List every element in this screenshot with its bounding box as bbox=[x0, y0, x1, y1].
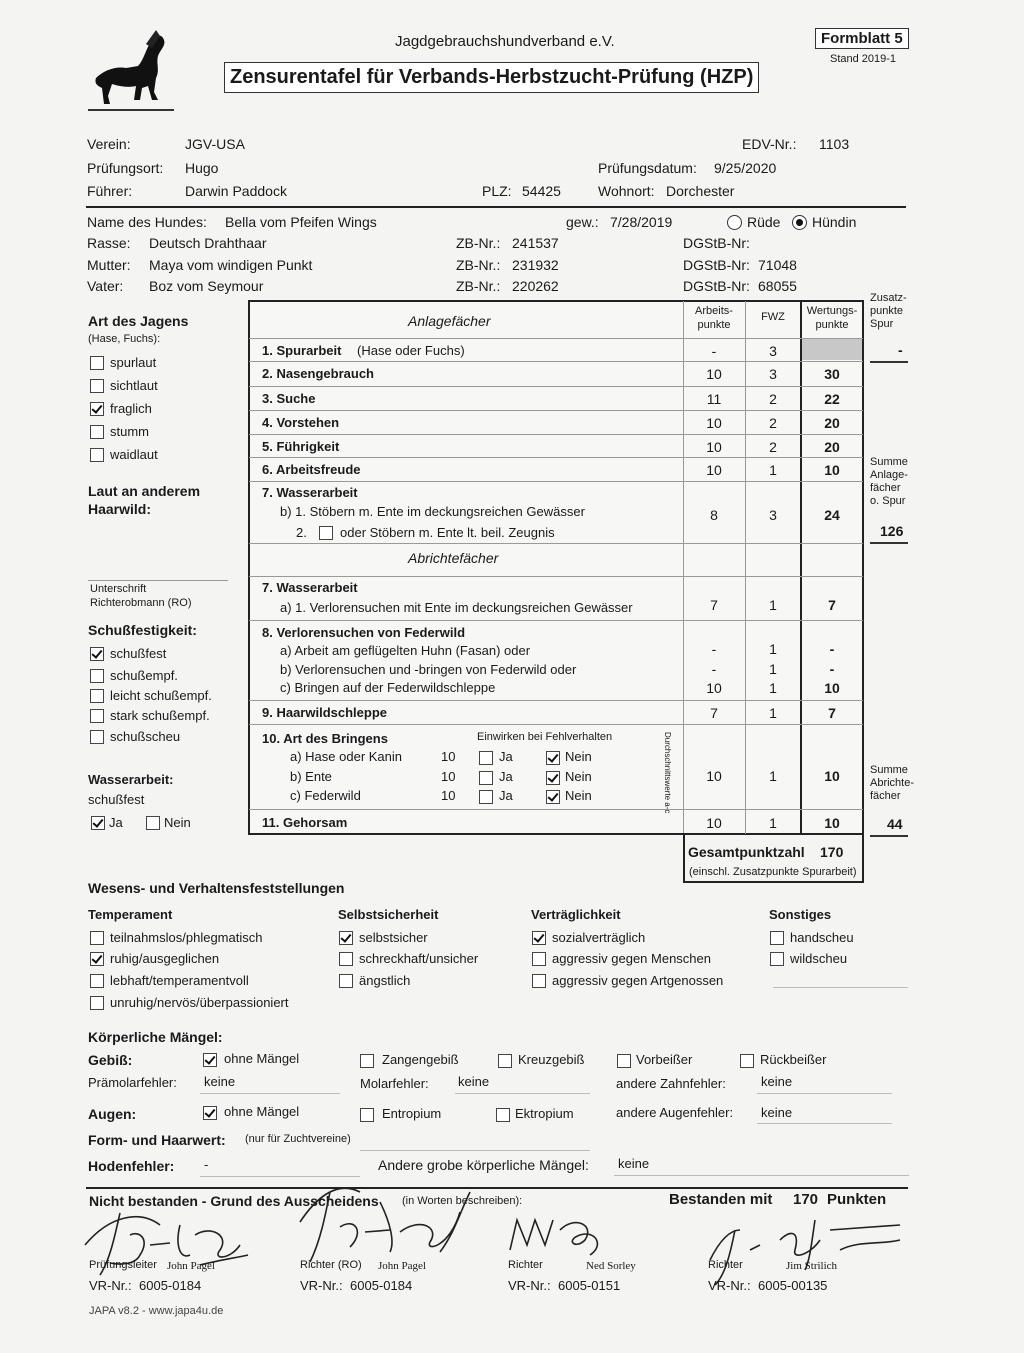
vater-zb: 220262 bbox=[512, 278, 559, 294]
a7-ap: 7 bbox=[710, 597, 718, 613]
augen-andere-value: keine bbox=[761, 1105, 793, 1120]
h-wp-1: Wertungs- bbox=[806, 305, 858, 317]
r10-nein-checkbox-2[interactable] bbox=[546, 790, 560, 804]
verein-label: Verein: bbox=[87, 136, 131, 152]
andere-label: Andere grobe körperliche Mängel: bbox=[378, 1157, 589, 1173]
r10-ap: 10 bbox=[706, 768, 722, 784]
r7-b2: oder Stöbern m. Ente lt. beil. Zeugnis bbox=[340, 525, 555, 540]
schuss-checkbox-4[interactable] bbox=[90, 730, 104, 744]
judge-vr-2: 6005-0151 bbox=[558, 1278, 621, 1293]
sonst-checkbox-1[interactable] bbox=[770, 952, 784, 966]
bestanden-label: Bestanden mit bbox=[669, 1191, 773, 1208]
art-checkbox-0[interactable] bbox=[90, 356, 104, 370]
h-wp-2: punkte bbox=[815, 319, 849, 331]
r11-name: 11. Gehorsam bbox=[262, 815, 348, 830]
unterschrift-2: Richterobmann (RO) bbox=[90, 597, 192, 609]
molar-value: keine bbox=[458, 1074, 490, 1089]
r9-wp: 7 bbox=[828, 705, 836, 721]
augen-andere-label: andere Augenfehler: bbox=[616, 1105, 734, 1120]
r7-b2-num: 2. bbox=[296, 525, 307, 540]
r10-nein-label-1: Nein bbox=[565, 769, 592, 784]
r8-a: a) Arbeit am geflügelten Huhn (Fasan) oder bbox=[280, 643, 531, 658]
vert-title: Verträglichkeit bbox=[531, 907, 621, 922]
selbst-checkbox-1[interactable] bbox=[339, 952, 353, 966]
gew-value: 7/28/2019 bbox=[610, 214, 673, 230]
zahn-value: keine bbox=[761, 1074, 793, 1089]
art-label-1: sichtlaut bbox=[110, 378, 158, 393]
gew-label: gew.: bbox=[566, 214, 599, 230]
kreuz-label: Kreuzgebiß bbox=[518, 1052, 585, 1067]
r7-wp: 24 bbox=[824, 507, 840, 523]
gebiss-label: Gebiß: bbox=[88, 1052, 133, 1068]
r8-b-fwz: 1 bbox=[769, 661, 777, 677]
judge-name-0: John Pagel bbox=[167, 1260, 215, 1272]
r7-b2-checkbox[interactable] bbox=[319, 526, 333, 540]
schuss-label-2: leicht schußempf. bbox=[110, 688, 212, 703]
r10-nein-label-2: Nein bbox=[565, 788, 592, 803]
selbst-checkbox-2[interactable] bbox=[339, 974, 353, 988]
r7-ap: 8 bbox=[710, 507, 718, 523]
judge-vr-label-1: VR-Nr.: bbox=[300, 1278, 343, 1293]
a7-fwz: 1 bbox=[769, 597, 777, 613]
zangen-checkbox[interactable] bbox=[360, 1054, 374, 1068]
row-divider bbox=[249, 410, 863, 411]
temp-label-0: teilnahmslos/phlegmatisch bbox=[110, 930, 263, 945]
row-divider bbox=[249, 361, 863, 362]
r10-nein-checkbox-0[interactable] bbox=[546, 751, 560, 765]
laut-title-1: Laut an anderem bbox=[88, 483, 201, 499]
dog-logo bbox=[86, 26, 176, 114]
signature-2 bbox=[280, 1172, 480, 1272]
mutter-value: Maya vom windigen Punkt bbox=[149, 257, 313, 273]
koerper-title: Körperliche Mängel: bbox=[88, 1029, 223, 1045]
dgstb-label: DGStB-Nr: bbox=[683, 235, 750, 251]
dog-name-label: Name des Hundes: bbox=[87, 214, 207, 230]
judge-vr-label-0: VR-Nr.: bbox=[89, 1278, 132, 1293]
mutter-zb: 231932 bbox=[512, 257, 559, 273]
row-wp-4: 20 bbox=[824, 439, 840, 455]
vorbeisser-label: Vorbeißer bbox=[636, 1052, 693, 1067]
r10-ja-checkbox-2[interactable] bbox=[479, 790, 493, 804]
r10-ja-label-0: Ja bbox=[499, 749, 513, 764]
row-fwz-3: 2 bbox=[769, 415, 777, 431]
vater-dgstb-label: DGStB-Nr: bbox=[683, 278, 750, 294]
page-title: Zensurentafel für Verbands-Herbstzucht-Prüfung (HZP) bbox=[224, 62, 759, 93]
selbst-label-2: ängstlich bbox=[359, 973, 411, 988]
temp-label-3: unruhig/nervös/überpassioniert bbox=[110, 995, 289, 1010]
r7-name: 7. Wasserarbeit bbox=[262, 485, 358, 500]
row-fwz-5: 1 bbox=[769, 462, 777, 478]
hoden-label: Hodenfehler: bbox=[88, 1158, 175, 1174]
sonst-label-1: wildscheu bbox=[790, 951, 848, 966]
r10-ja-label-2: Ja bbox=[499, 788, 513, 803]
r11-ap: 10 bbox=[706, 815, 722, 831]
judge-name-2: Ned Sorley bbox=[586, 1260, 636, 1272]
edv-label: EDV-Nr.: bbox=[742, 136, 797, 152]
r8-b-wp: - bbox=[829, 661, 835, 677]
selbst-label-1: schreckhaft/unsicher bbox=[359, 951, 479, 966]
row-fwz-4: 2 bbox=[769, 439, 777, 455]
vater-dgstb: 68055 bbox=[758, 278, 797, 294]
row-name-4: 5. Führigkeit bbox=[262, 439, 340, 454]
wasser-nein-label: Nein bbox=[164, 815, 191, 830]
vert-label-2: aggressiv gegen Artgenossen bbox=[552, 973, 724, 988]
row-ap-1: 10 bbox=[706, 366, 722, 382]
judge-vr-label-3: VR-Nr.: bbox=[708, 1278, 751, 1293]
row-name-1: 2. Nasengebrauch bbox=[262, 366, 374, 381]
r10-item-label-2: c) Federwild bbox=[290, 788, 361, 803]
a7-name: 7. Wasserarbeit bbox=[262, 580, 358, 595]
vert-label-0: sozialverträglich bbox=[552, 930, 646, 945]
unterschrift-1: Unterschrift bbox=[90, 583, 147, 595]
ruede-radio[interactable] bbox=[727, 215, 742, 230]
row-divider bbox=[249, 338, 863, 339]
form-sub: (nur für Zuchtvereine) bbox=[245, 1133, 351, 1145]
art-checkbox-4[interactable] bbox=[90, 448, 104, 462]
augen-ohne-label: ohne Mängel bbox=[224, 1104, 300, 1119]
judge-vr-1: 6005-0184 bbox=[350, 1278, 413, 1293]
wasser-title: Wasserarbeit: bbox=[88, 772, 174, 787]
art-label-0: spurlaut bbox=[110, 355, 157, 370]
vert-checkbox-1[interactable] bbox=[532, 952, 546, 966]
r9-ap: 7 bbox=[710, 705, 718, 721]
zb-value: 241537 bbox=[512, 235, 559, 251]
vater-value: Boz vom Seymour bbox=[149, 278, 264, 294]
row-name-5: 6. Arbeitsfreude bbox=[262, 462, 361, 477]
rueckbeisser-checkbox[interactable] bbox=[740, 1054, 754, 1068]
signature-3 bbox=[505, 1210, 615, 1260]
mutter-label: Mutter: bbox=[87, 257, 131, 273]
schuss-checkbox-3[interactable] bbox=[90, 709, 104, 723]
h-fwz: FWZ bbox=[761, 311, 785, 323]
row-fwz-2: 2 bbox=[769, 391, 777, 407]
japa-footer: JAPA v8.2 - www.japa4u.de bbox=[89, 1305, 224, 1317]
row-divider bbox=[249, 457, 863, 458]
temp-checkbox-0[interactable] bbox=[90, 931, 104, 945]
row-name-0: 1. Spurarbeit bbox=[262, 343, 342, 358]
schuss-checkbox-0[interactable] bbox=[90, 647, 104, 661]
punkten-label: Punkten bbox=[827, 1191, 887, 1208]
form-stand: Stand 2019-1 bbox=[830, 53, 897, 65]
rueckbeisser-label: Rückbeißer bbox=[760, 1052, 827, 1067]
r8-c: c) Bringen auf der Federwildschleppe bbox=[280, 680, 496, 695]
spur-gray-cell bbox=[802, 338, 862, 360]
selbst-label-0: selbstsicher bbox=[359, 930, 428, 945]
schuss-title: Schußfestigkeit: bbox=[88, 622, 197, 638]
art-label-4: waidlaut bbox=[110, 447, 158, 462]
row-fwz-1: 3 bbox=[769, 366, 777, 382]
row-name-3: 4. Vorstehen bbox=[262, 415, 340, 430]
schuss-label-0: schußfest bbox=[110, 646, 167, 661]
ektropium-checkbox[interactable] bbox=[496, 1108, 510, 1122]
judge-name-1: John Pagel bbox=[378, 1260, 426, 1272]
h-anlage: Anlagefächer bbox=[408, 313, 491, 329]
judge-name-3: Jim Strilich bbox=[786, 1260, 838, 1272]
summe-anlage-value: 126 bbox=[880, 523, 904, 539]
plz-label: PLZ: bbox=[482, 183, 512, 199]
judge-vr-label-2: VR-Nr.: bbox=[508, 1278, 551, 1293]
h-ap-2: punkte bbox=[697, 319, 731, 331]
huendin-radio[interactable] bbox=[792, 215, 807, 230]
a7-sub: a) 1. Verlorensuchen mit Ente im deckungsreichen Gewässer bbox=[280, 600, 633, 615]
schuss-checkbox-2[interactable] bbox=[90, 689, 104, 703]
zb-label: ZB-Nr.: bbox=[456, 235, 501, 251]
row-wp-5: 10 bbox=[824, 462, 840, 478]
judge-role-2: Richter bbox=[508, 1259, 543, 1271]
ektropium-label: Ektropium bbox=[515, 1106, 574, 1121]
wasser-ja-checkbox[interactable] bbox=[91, 816, 105, 830]
vater-zb-label: ZB-Nr.: bbox=[456, 278, 501, 294]
r10-ja-checkbox-1[interactable] bbox=[479, 771, 493, 785]
sonst-label-0: handscheu bbox=[790, 930, 854, 945]
wasser-ja-label: Ja bbox=[109, 815, 123, 830]
art-checkbox-3[interactable] bbox=[90, 425, 104, 439]
temp-label-2: lebhaft/temperamentvoll bbox=[110, 973, 249, 988]
r8-b: b) Verlorensuchen und -bringen von Federwild oder bbox=[280, 662, 577, 677]
r10-item-label-0: a) Hase oder Kanin bbox=[290, 749, 403, 764]
row-divider bbox=[249, 386, 863, 387]
verein-value: JGV-USA bbox=[185, 136, 245, 152]
r7-fwz: 3 bbox=[769, 507, 777, 523]
schuss-label-1: schußempf. bbox=[110, 668, 178, 683]
molar-label: Molarfehler: bbox=[360, 1076, 429, 1091]
nicht-sub: (in Worten beschreiben): bbox=[402, 1195, 523, 1207]
signature-4 bbox=[700, 1200, 910, 1290]
kreuz-checkbox[interactable] bbox=[498, 1054, 512, 1068]
art-title: Art des Jagens bbox=[88, 313, 189, 329]
h-ap-1: Arbeits- bbox=[695, 305, 733, 317]
mutter-zb-label: ZB-Nr.: bbox=[456, 257, 501, 273]
r10-durchschnitt: Durchschnittswerte a-c bbox=[663, 732, 672, 814]
r10-ja-label-1: Ja bbox=[499, 769, 513, 784]
judge-vr-3: 6005-00135 bbox=[758, 1278, 828, 1293]
summe-anlage-label: Summe Anlage- fächer o. Spur bbox=[870, 456, 908, 507]
gebiss-ohne-label: ohne Mängel bbox=[224, 1051, 300, 1066]
vert-checkbox-2[interactable] bbox=[532, 974, 546, 988]
row-wp-2: 22 bbox=[824, 391, 840, 407]
row-divider bbox=[249, 434, 863, 435]
schuss-label-4: schußscheu bbox=[110, 729, 181, 744]
huendin-label: Hündin bbox=[812, 214, 857, 230]
r10-item-val-0: 10 bbox=[441, 749, 456, 764]
h-abricht: Abrichtefächer bbox=[408, 550, 499, 566]
ort-label: Prüfungsort: bbox=[87, 160, 164, 176]
wohnort-value: Dorchester bbox=[666, 183, 735, 199]
judge-role-0: Prüfungsleiter bbox=[89, 1259, 157, 1271]
row-ap-0: - bbox=[711, 343, 717, 359]
r10-fwz: 1 bbox=[769, 768, 777, 784]
r10-item-val-2: 10 bbox=[441, 788, 456, 803]
andere-value: keine bbox=[618, 1156, 650, 1171]
selbst-title: Selbstsicherheit bbox=[338, 907, 439, 922]
sonst-title: Sonstiges bbox=[769, 907, 832, 922]
sonst-checkbox-0[interactable] bbox=[770, 931, 784, 945]
r8-c-ap: 10 bbox=[706, 680, 722, 696]
summe-abricht-label: Summe Abrichte- fächer bbox=[870, 764, 915, 802]
org-name: Jagdgebrauchshundverband e.V. bbox=[395, 33, 615, 50]
augen-label: Augen: bbox=[88, 1106, 137, 1122]
bestanden-points: 170 bbox=[793, 1191, 819, 1208]
hoden-value: - bbox=[204, 1157, 209, 1172]
gesamt-sub: (einschl. Zusatzpunkte Spurarbeit) bbox=[689, 866, 857, 878]
art-label-2: fraglich bbox=[110, 401, 152, 416]
art-checkbox-1[interactable] bbox=[90, 379, 104, 393]
r9-fwz: 1 bbox=[769, 705, 777, 721]
entropium-label: Entropium bbox=[382, 1106, 442, 1121]
zusatz-value: - bbox=[898, 342, 903, 358]
temp-checkbox-3[interactable] bbox=[90, 996, 104, 1010]
art-checkbox-2[interactable] bbox=[90, 402, 104, 416]
augen-ohne-checkbox[interactable] bbox=[203, 1106, 217, 1120]
zangen-label: Zangengebiß bbox=[382, 1052, 459, 1067]
r10-einwirken: Einwirken bei Fehlverhalten bbox=[477, 731, 613, 743]
selbst-checkbox-0[interactable] bbox=[339, 931, 353, 945]
art-label-3: stumm bbox=[110, 424, 149, 439]
r8-a-wp: - bbox=[829, 641, 835, 657]
praemolar-value: keine bbox=[204, 1074, 236, 1089]
row-ap-5: 10 bbox=[706, 462, 722, 478]
mutter-dgstb: 71048 bbox=[758, 257, 797, 273]
rasse-value: Deutsch Drahthaar bbox=[149, 235, 267, 251]
form-label: Form- und Haarwert: bbox=[88, 1132, 226, 1148]
datum-value: 9/25/2020 bbox=[714, 160, 777, 176]
schuss-checkbox-1[interactable] bbox=[90, 669, 104, 683]
r11-fwz: 1 bbox=[769, 815, 777, 831]
rasse-label: Rasse: bbox=[87, 235, 131, 251]
dog-name: Bella vom Pfeifen Wings bbox=[225, 214, 377, 230]
row-wp-1: 30 bbox=[824, 366, 840, 382]
a7-wp: 7 bbox=[828, 597, 836, 613]
zusatz-label: Zusatz- punkte Spur bbox=[870, 292, 907, 330]
datum-label: Prüfungsdatum: bbox=[598, 160, 697, 176]
summe-abricht-value: 44 bbox=[887, 816, 903, 832]
r10-nein-label-0: Nein bbox=[565, 749, 592, 764]
fuehrer-value: Darwin Paddock bbox=[185, 183, 287, 199]
row-ap-3: 10 bbox=[706, 415, 722, 431]
zahn-label: andere Zahnfehler: bbox=[616, 1076, 726, 1091]
gebiss-ohne-checkbox[interactable] bbox=[203, 1053, 217, 1067]
r8-a-ap: - bbox=[711, 641, 717, 657]
row-ap-2: 11 bbox=[706, 391, 722, 407]
r10-nein-checkbox-1[interactable] bbox=[546, 771, 560, 785]
wesen-title: Wesens- und Verhaltensfeststellungen bbox=[88, 880, 345, 896]
divider bbox=[86, 206, 906, 208]
entropium-checkbox[interactable] bbox=[360, 1108, 374, 1122]
r8-b-ap: - bbox=[711, 661, 717, 677]
temp-checkbox-2[interactable] bbox=[90, 974, 104, 988]
r10-item-val-1: 10 bbox=[441, 769, 456, 784]
ort-value: Hugo bbox=[185, 160, 219, 176]
schuss-label-3: stark schußempf. bbox=[110, 708, 210, 723]
wasser-sub: schußfest bbox=[88, 792, 145, 807]
r10-ja-checkbox-0[interactable] bbox=[479, 751, 493, 765]
signature-1 bbox=[80, 1205, 250, 1285]
temp-label-1: ruhig/ausgeglichen bbox=[110, 951, 220, 966]
mutter-dgstb-label: DGStB-Nr: bbox=[683, 257, 750, 273]
edv-value: 1103 bbox=[819, 136, 850, 152]
r7-b1: b) 1. Stöbern m. Ente im deckungsreichen Gewässer bbox=[280, 504, 585, 519]
plz-value: 54425 bbox=[522, 183, 561, 199]
praemolar-label: Prämolarfehler: bbox=[88, 1075, 177, 1090]
wohnort-label: Wohnort: bbox=[598, 183, 655, 199]
fuehrer-label: Führer: bbox=[87, 183, 133, 199]
gesamt-value: 170 bbox=[820, 844, 844, 860]
gesamt-label: Gesamtpunktzahl bbox=[688, 844, 805, 860]
r10-wp: 10 bbox=[824, 768, 840, 784]
temp-title: Temperament bbox=[88, 907, 173, 922]
r10-item-label-1: b) Ente bbox=[290, 769, 332, 784]
judge-role-1: Richter (RO) bbox=[300, 1259, 362, 1271]
signature-line bbox=[88, 580, 228, 581]
vert-label-1: aggressiv gegen Menschen bbox=[552, 951, 711, 966]
vorbeisser-checkbox[interactable] bbox=[617, 1054, 631, 1068]
art-sub: (Hase, Fuchs): bbox=[88, 333, 161, 345]
r8-name: 8. Verlorensuchen von Federwild bbox=[262, 625, 466, 640]
r8-c-wp: 10 bbox=[824, 680, 840, 696]
judge-role-3: Richter bbox=[708, 1259, 743, 1271]
laut-title-2: Haarwild: bbox=[88, 501, 152, 517]
form-number: Formblatt 5 bbox=[815, 28, 909, 49]
r9-name: 9. Haarwildschleppe bbox=[262, 705, 387, 720]
vert-checkbox-0[interactable] bbox=[532, 931, 546, 945]
temp-checkbox-1[interactable] bbox=[90, 952, 104, 966]
r8-c-fwz: 1 bbox=[769, 680, 777, 696]
r8-a-fwz: 1 bbox=[769, 641, 777, 657]
ruede-label: Rüde bbox=[747, 214, 781, 230]
row-ap-4: 10 bbox=[706, 439, 722, 455]
r10-name: 10. Art des Bringens bbox=[262, 731, 388, 746]
judge-vr-0: 6005-0184 bbox=[139, 1278, 202, 1293]
row-sub-0: (Hase oder Fuchs) bbox=[357, 343, 465, 358]
row-fwz-0: 3 bbox=[769, 343, 777, 359]
nicht-bestanden: Nicht bestanden - Grund des Ausscheidens bbox=[89, 1193, 379, 1209]
row-wp-3: 20 bbox=[824, 415, 840, 431]
r11-wp: 10 bbox=[824, 815, 840, 831]
wasser-nein-checkbox[interactable] bbox=[146, 816, 160, 830]
row-name-2: 3. Suche bbox=[262, 391, 316, 406]
vater-label: Vater: bbox=[87, 278, 124, 294]
